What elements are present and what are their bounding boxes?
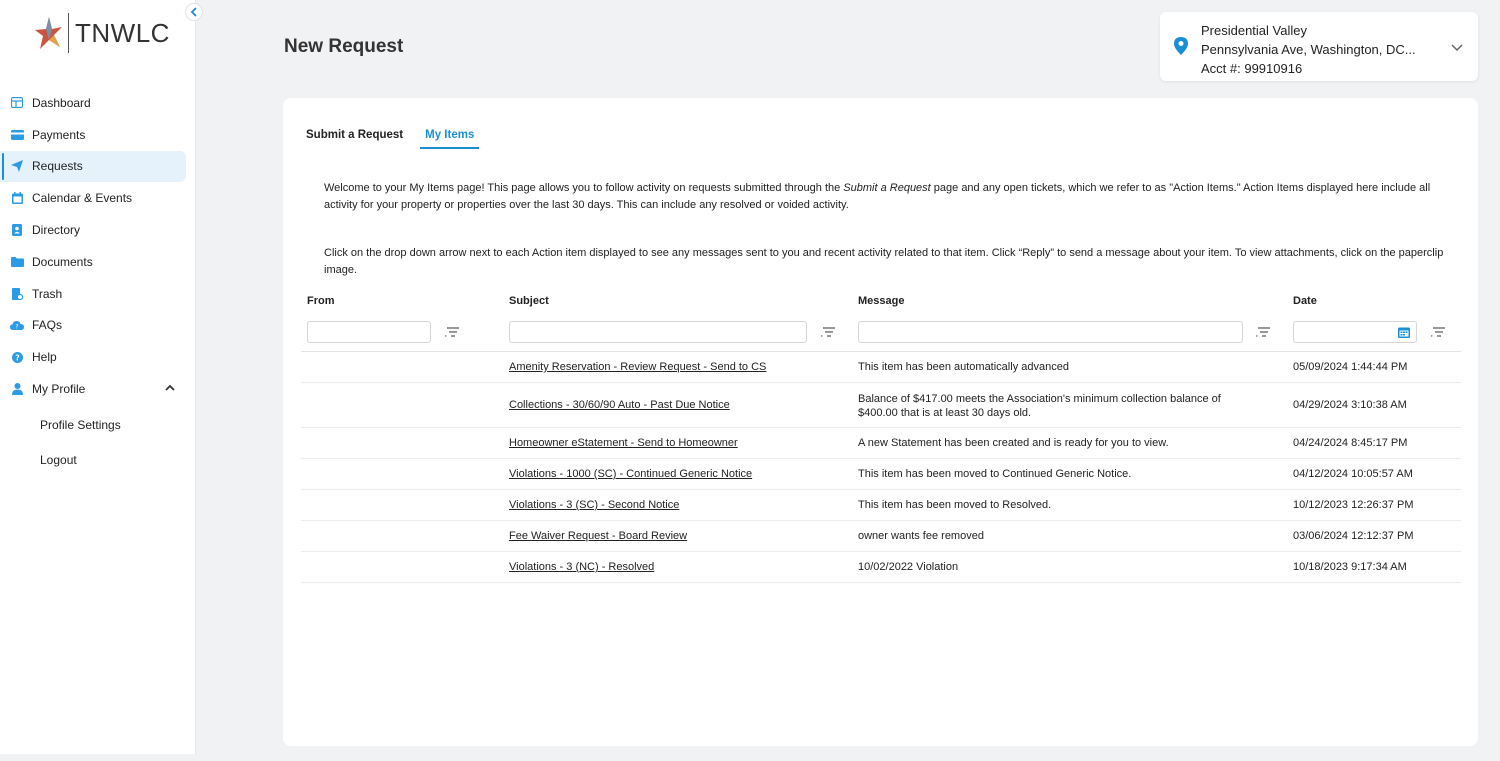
date-cell: 05/09/2024 1:44:44 PM: [1293, 361, 1408, 373]
my-items-table: [301, 290, 1461, 583]
chevron-left-icon: [190, 7, 198, 17]
column-header-message: Message: [858, 295, 905, 307]
sidebar-item-documents[interactable]: [0, 246, 196, 278]
account-number: Acct #: 99910916: [1201, 61, 1303, 76]
sidebar-subitem-profile-settings[interactable]: [0, 408, 196, 443]
sidebar-item-label: Help: [32, 350, 57, 365]
account-community: Presidential Valley: [1201, 23, 1307, 38]
account-details: [1201, 21, 1416, 78]
brand-name: TNWLC: [75, 17, 170, 48]
sidebar-subitem-label: Profile Settings: [40, 418, 121, 433]
sidebar-item-faqs[interactable]: [0, 310, 196, 342]
contact-book-icon: [10, 223, 24, 237]
sidebar-item-label: Trash: [32, 286, 63, 301]
sidebar-item-label: Dashboard: [32, 95, 91, 110]
subject-link[interactable]: Violations - 3 (SC) - Second Notice: [509, 499, 680, 511]
svg-text:?: ?: [14, 353, 20, 363]
cloud-question-icon: [10, 318, 24, 332]
message-cell: owner wants fee removed: [858, 530, 984, 542]
dashboard-icon: [10, 96, 24, 110]
tab-my-items[interactable]: My Items: [420, 126, 479, 149]
message-cell: This item has been moved to Continued Generic Notice.: [858, 468, 1132, 480]
sidebar-item-dashboard[interactable]: [0, 87, 196, 119]
message-cell: 10/02/2022 Violation: [858, 561, 959, 573]
subject-filter-input[interactable]: [509, 321, 807, 343]
page-title: New Request: [284, 36, 404, 57]
message-filter-input[interactable]: [858, 321, 1243, 343]
collapse-sidebar-button[interactable]: [185, 3, 203, 21]
subject-link[interactable]: Homeowner eStatement - Send to Homeowner: [509, 437, 738, 449]
chevron-down-icon[interactable]: [1450, 40, 1464, 54]
message-cell: This item has been moved to Resolved.: [858, 499, 1052, 511]
subject-link[interactable]: Collections - 30/60/90 Auto - Past Due Notice: [509, 399, 730, 411]
help-circle-icon: [10, 350, 24, 364]
paper-plane-icon: [10, 159, 24, 173]
sidebar-item-label: My Profile: [32, 382, 86, 397]
filter-icon[interactable]: [1431, 326, 1445, 338]
column-header-from: From: [307, 295, 335, 307]
table-row[interactable]: [301, 352, 1461, 383]
sidebar-item-directory[interactable]: [0, 214, 196, 246]
brand-logo[interactable]: [34, 12, 170, 54]
submit-request-emphasis: Submit a Request: [843, 182, 931, 194]
table-row[interactable]: [301, 490, 1461, 521]
trash-icon: [10, 287, 24, 301]
filter-icon[interactable]: [1256, 326, 1270, 338]
filter-row: [301, 312, 1461, 352]
star-logo-icon: [34, 13, 64, 53]
column-header-date: Date: [1293, 295, 1317, 307]
sidebar-item-my-profile[interactable]: [0, 373, 196, 405]
calendar-icon: [10, 191, 24, 205]
table-row[interactable]: [301, 383, 1461, 428]
request-tabs: [305, 126, 491, 149]
table-row[interactable]: [301, 428, 1461, 459]
sidebar-item-label: Requests: [32, 159, 83, 174]
sidebar-item-requests[interactable]: [0, 151, 186, 183]
message-cell: This item has been automatically advanced: [858, 361, 1069, 373]
logo-divider: [68, 13, 69, 53]
table-row[interactable]: [301, 459, 1461, 490]
date-cell: 04/12/2024 10:05:57 AM: [1293, 468, 1413, 480]
subject-link[interactable]: Violations - 3 (NC) - Resolved: [509, 561, 655, 573]
date-cell: 10/12/2023 12:26:37 PM: [1293, 499, 1414, 511]
sidebar-item-label: FAQs: [32, 318, 63, 333]
table-row[interactable]: [301, 552, 1461, 583]
intro-paragraph-2: Click on the drop down arrow next to each Action item displayed to see any messages sent to you and recent activity related to that item. Click “Reply” to send a message about your item. To view attachments, click on the paperclip image.: [324, 247, 1444, 276]
sidebar-item-label: Calendar & Events: [32, 191, 133, 206]
date-filter-input[interactable]: [1293, 321, 1417, 343]
sidebar-item-label: Directory: [32, 223, 81, 238]
sidebar-item-trash[interactable]: [0, 278, 196, 310]
column-header-subject: Subject: [509, 295, 549, 307]
sidebar-nav: [0, 87, 196, 478]
intro-paragraph-1: Welcome to your My Items page! This page allows you to follow activity on requests submitted through the Submit a Request page and any open tickets, which we refer to as "Action Items." Action Items displayed here include all activity for your property or properties over the last 30 days. This can include any resolved or voided activity.: [324, 182, 1431, 211]
account-address: Pennsylvania Ave, Washington, DC...: [1201, 42, 1416, 57]
sidebar-item-calendar[interactable]: [0, 182, 196, 214]
folder-icon: [10, 255, 24, 269]
subject-link[interactable]: Fee Waiver Request - Board Review: [509, 530, 688, 542]
main-content-card: [283, 98, 1478, 746]
sidebar: [0, 0, 196, 754]
table-header: [301, 290, 1461, 312]
message-cell: A new Statement has been created and is ready for you to view.: [858, 437, 1169, 449]
filter-icon[interactable]: [445, 326, 459, 338]
subject-link[interactable]: Amenity Reservation - Review Request - Send to CS: [509, 361, 767, 373]
sidebar-subitem-logout[interactable]: [0, 443, 196, 478]
map-pin-icon: [1174, 37, 1188, 55]
date-cell: 04/29/2024 3:10:38 AM: [1293, 399, 1407, 411]
svg-text:?: ?: [15, 323, 19, 331]
subject-link[interactable]: Violations - 1000 (SC) - Continued Generic Notice: [509, 468, 753, 480]
message-cell: Balance of $417.00 meets the Association's minimum collection balance of $400.00 that is at least 30 days old.: [858, 393, 1221, 419]
tab-submit-a-request[interactable]: Submit a Request: [306, 129, 404, 141]
sidebar-subitem-label: Logout: [40, 453, 77, 468]
filter-icon[interactable]: [821, 326, 835, 338]
date-cell: 04/24/2024 8:45:17 PM: [1293, 437, 1408, 449]
date-cell: 10/18/2023 9:17:34 AM: [1293, 561, 1407, 573]
sidebar-item-label: Documents: [32, 254, 93, 269]
date-cell: 03/06/2024 12:12:37 PM: [1293, 530, 1414, 542]
sidebar-item-label: Payments: [32, 127, 86, 142]
from-filter-input[interactable]: [307, 321, 431, 343]
calendar-picker-icon[interactable]: [1398, 326, 1410, 338]
chevron-up-icon[interactable]: [164, 382, 176, 394]
table-row[interactable]: [301, 521, 1461, 552]
sidebar-item-payments[interactable]: [0, 119, 196, 151]
credit-card-icon: [10, 128, 24, 142]
user-icon: [10, 382, 24, 396]
account-selector[interactable]: [1160, 12, 1478, 81]
sidebar-item-help[interactable]: [0, 341, 196, 373]
